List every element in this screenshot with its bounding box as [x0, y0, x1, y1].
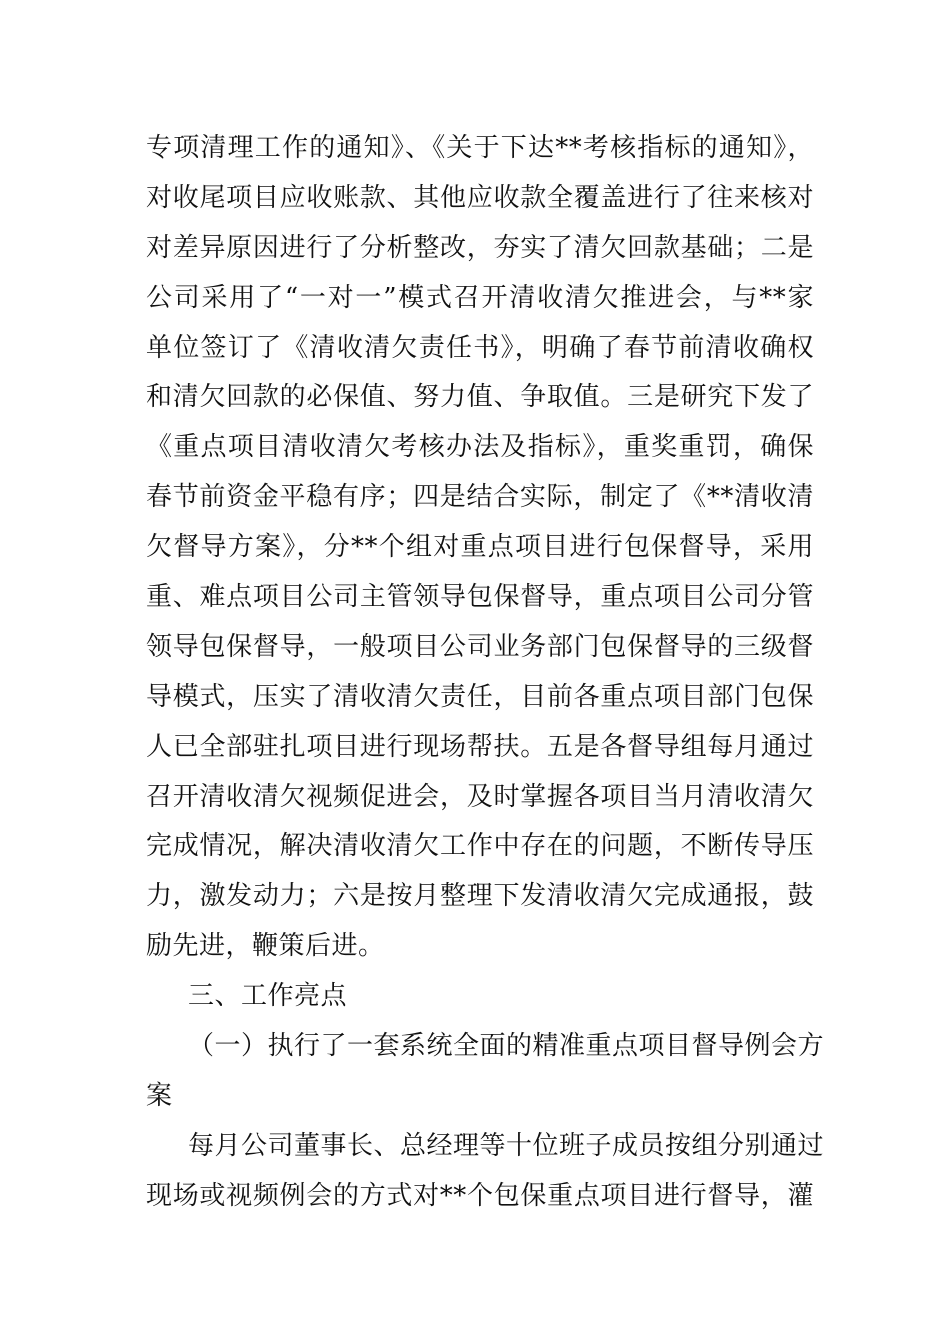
paragraph-line: 专项清理工作的通知》、《关于下达**考核指标的通知》， — [146, 133, 814, 163]
paragraph-line: 对差异原因进行了分析整改，夯实了清欠回款基础；二是 — [146, 232, 814, 263]
paragraph-line: 现场或视频例会的方式对**个包保重点项目进行督导，灌 — [146, 1180, 814, 1211]
paragraph-line: 励先进，鞭策后进。 — [146, 931, 385, 962]
paragraph-line: 重、难点项目公司主管领导包保督导，重点项目公司分管 — [146, 582, 814, 613]
paragraph-line: 完成情况，解决清收清欠工作中存在的问题，不断传导压 — [146, 831, 814, 862]
subsection-heading: （一）执行了一套系统全面的精准重点项目督导例会方 — [188, 1031, 825, 1062]
paragraph-line: 对收尾项目应收账款、其他应收款全覆盖进行了往来核对 — [146, 182, 814, 213]
paragraph-line: 召开清收清欠视频促进会，及时掌握各项目当月清收清欠 — [146, 781, 814, 812]
paragraph-line: 力，激发动力；六是按月整理下发清收清欠完成通报，鼓 — [146, 881, 814, 912]
paragraph-line: 单位签订了《清收清欠责任书》，明确了春节前清收确权 — [146, 332, 814, 363]
paragraph-line: 《重点项目清收清欠考核办法及指标》，重奖重罚，确保 — [146, 432, 814, 463]
paragraph-line: 欠督导方案》，分**个组对重点项目进行包保督导，采用 — [146, 532, 814, 563]
section-heading: 三、工作亮点 — [188, 981, 348, 1012]
document-body — [146, 128, 825, 1226]
paragraph-line: 公司采用了“一对一”模式召开清收清欠推进会，与**家 — [146, 282, 814, 313]
paragraph-line: 领导包保督导，一般项目公司业务部门包保督导的三级督 — [146, 631, 814, 662]
paragraph-line: 和清欠回款的必保值、努力值、争取值。三是研究下发了 — [146, 382, 814, 413]
paragraph-line: 每月公司董事长、总经理等十位班子成员按组分别通过 — [188, 1130, 825, 1161]
paragraph-line: 人已全部驻扎项目进行现场帮扶。五是各督导组每月通过 — [146, 731, 814, 762]
paragraph-line: 春节前资金平稳有序；四是结合实际，制定了《**清收清 — [146, 482, 814, 513]
subsection-heading-continued: 案 — [146, 1080, 173, 1111]
paragraph-line: 导模式，压实了清收清欠责任，目前各重点项目部门包保 — [146, 681, 814, 712]
